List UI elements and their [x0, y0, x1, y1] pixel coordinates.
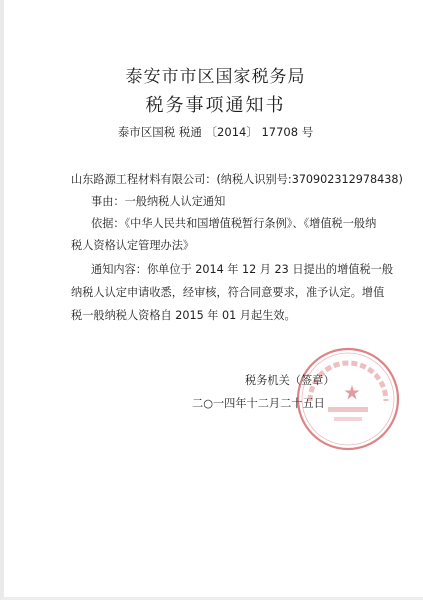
subject-line: 事由：一般纳税人认定通知 — [91, 195, 226, 208]
issue-date: 二○一四年十二月二十五日 — [192, 397, 325, 410]
content-line-2: 纳税人认定申请收悉，经审核，符合同意要求，准予认定。增值 — [71, 286, 385, 299]
tax-authority-signature-label: 税务机关（签章） — [245, 374, 335, 387]
recipient-line: 山东路源工程材料有限公司：(纳税人识别号:370902312978438) — [71, 173, 403, 186]
basis-line-1: 依据：《中华人民共和国增值税暂行条例》、《增值税一般纳 — [91, 217, 377, 230]
document-title: 税务事项通知书 — [145, 95, 286, 116]
basis-line-2: 税人资格认定管理办法》 — [71, 239, 195, 252]
content-line-3: 税一般纳税人资格自 2015 年 01 月起生效。 — [71, 309, 296, 322]
content-line-1: 通知内容：你单位于 2014 年 12 月 23 日提出的增值税一般 — [91, 263, 394, 276]
document-number: 泰市区国税 税通 〔2014〕 17708 号 — [117, 125, 314, 139]
issuing-office-title: 泰安市市区国家税务局 — [125, 67, 306, 87]
